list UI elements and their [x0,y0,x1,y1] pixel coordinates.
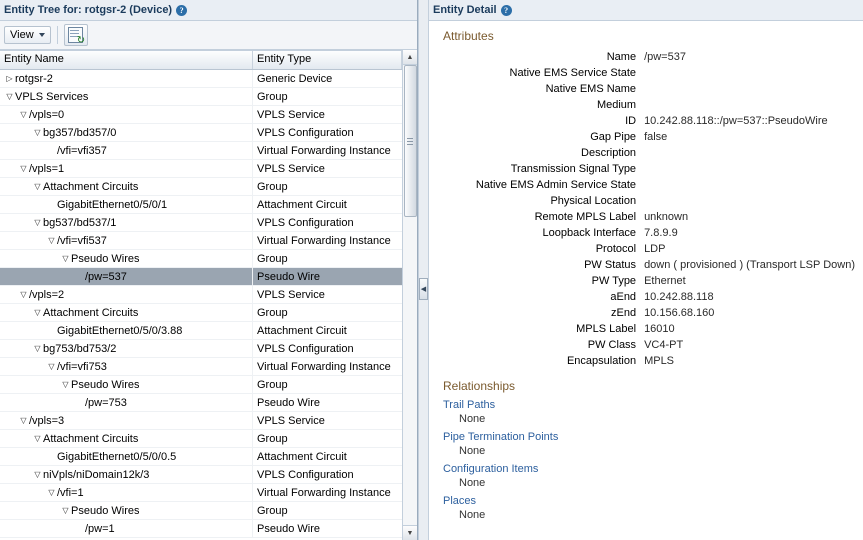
tree-row-name-cell [0,466,253,483]
tree-row-name-cell [0,358,253,375]
expand-collapse-icon-open[interactable]: ▽ [34,181,41,191]
tree-row[interactable] [0,448,402,466]
attribute-label: MPLS Label [576,323,637,335]
tree-row-type-cell: Group [257,253,288,265]
relationship-group [437,495,855,521]
expand-collapse-icon-open[interactable]: ▽ [34,127,41,137]
tree-row-type-cell: Pseudo Wire [257,271,320,283]
scrollbar-track[interactable] [403,65,417,525]
tree-row-type-cell: Virtual Forwarding Instance [257,145,391,157]
attribute-value: Ethernet [644,275,686,287]
tree-row[interactable] [0,250,402,268]
attribute-value: /pw=537 [644,51,686,63]
tree-row-label: GigabitEthernet0/5/0/0.5 [57,450,177,463]
tree-row-name-cell [0,304,253,321]
attribute-row [437,113,855,129]
expand-collapse-icon-open[interactable]: ▽ [34,433,41,443]
attribute-label: PW Type [591,275,637,287]
tree-row[interactable] [0,88,402,106]
attribute-row [437,209,855,225]
tree-row-name-cell [0,448,253,465]
expand-collapse-icon-open[interactable]: ▽ [62,505,69,515]
attribute-label: Protocol [595,243,637,255]
tree-row[interactable] [0,502,402,520]
entity-tree-header [0,0,417,21]
tree-row-type-cell: Virtual Forwarding Instance [257,235,391,247]
attribute-row [437,97,855,113]
attributes-section-title: Attributes [443,29,494,43]
tree-row[interactable] [0,520,402,538]
tree-row-name-cell [0,124,253,141]
attribute-row [437,273,855,289]
attribute-label: zEnd [610,307,637,319]
attribute-label: PW Class [587,339,637,351]
tree-row-label: bg357/bd357/0 [43,126,117,139]
relationship-group [437,399,855,425]
attribute-row [437,145,855,161]
attribute-value: false [644,131,668,143]
attribute-row [437,241,855,257]
column-header-entity-name[interactable]: Entity Name [0,51,253,69]
attribute-row [437,257,855,273]
tree-row-type-cell: Virtual Forwarding Instance [257,487,391,499]
attribute-row [437,65,855,81]
attribute-row [437,225,855,241]
expand-collapse-icon-open[interactable]: ▽ [62,253,69,263]
tree-row-label: Attachment Circuits [43,432,139,445]
relationship-group-title: Configuration Items [443,463,539,475]
tree-scroll-area [0,50,417,540]
tree-row[interactable] [0,376,402,394]
tree-row-name-cell [0,340,253,357]
tree-row-label: /vfi=vfi537 [57,234,107,247]
attribute-row [437,353,855,369]
attribute-value: 7.8.9.9 [644,227,678,239]
tree-row-name-cell [0,178,253,195]
relationship-group [437,463,855,489]
attribute-row [437,305,855,321]
splitter-collapse-handle[interactable]: ◀ [419,278,428,300]
expand-collapse-icon-open[interactable]: ▽ [48,487,55,497]
scroll-down-arrow-icon[interactable]: ▼ [403,525,417,540]
tree-row-type-cell: Group [257,307,288,319]
tree-row-label: /vpls=2 [29,288,65,301]
tree-row-label: /vfi=1 [57,486,84,499]
attribute-value [644,161,855,177]
tree-row-type-cell: Group [257,505,288,517]
attribute-value: 10.242.88.118 [644,291,714,303]
tree-row-label: /pw=753 [85,396,127,409]
tree-row-name-cell [0,196,253,213]
expand-collapse-icon-open[interactable]: ▽ [34,343,41,353]
attribute-value [644,177,855,193]
relationship-group-value: None [459,445,486,457]
scrollbar-thumb[interactable] [404,65,417,217]
expand-collapse-icon-open[interactable]: ▽ [20,109,27,119]
attribute-row [437,289,855,305]
tree-row[interactable] [0,286,402,304]
tree-row[interactable] [0,142,402,160]
tree-row-type-cell: Attachment Circuit [257,199,347,211]
expand-collapse-icon-open[interactable]: ▽ [62,379,69,389]
attribute-label: PW Status [584,259,637,271]
tree-row-type-cell: VPLS Configuration [257,127,354,139]
tree-row-label: VPLS Services [15,90,89,103]
tree-row[interactable] [0,70,402,88]
attribute-value [644,65,855,81]
tree-row-name-cell [0,160,253,177]
tree-row-name-cell [0,106,253,123]
expand-collapse-icon-open[interactable]: ▽ [34,469,41,479]
tree-row-label: /vfi=vfi357 [57,144,107,157]
attribute-row [437,337,855,353]
attribute-label: Native EMS Admin Service State [475,179,637,191]
tree-row-type-cell: Group [257,181,288,193]
scroll-up-arrow-icon[interactable]: ▲ [403,50,417,65]
tree-row[interactable] [0,358,402,376]
attribute-row [437,81,855,97]
panel-splitter[interactable] [418,0,429,540]
relationship-group-title: Trail Paths [443,399,496,411]
chevron-down-icon [39,33,45,37]
tree-row-type-cell: VPLS Configuration [257,217,354,229]
attribute-row [437,49,855,65]
attribute-row [437,321,855,337]
attribute-label: Gap Pipe [590,131,637,143]
tree-row-label: niVpls/niDomain12k/3 [43,468,150,481]
tree-row-label: /pw=1 [85,522,115,535]
tree-row[interactable] [0,178,402,196]
tree-row-label: GigabitEthernet0/5/0/1 [57,198,168,211]
tree-row[interactable] [0,106,402,124]
attribute-label: aEnd [610,291,637,303]
tree-row[interactable] [0,484,402,502]
entity-detail-header [429,0,863,21]
tree-row-label: /pw=537 [85,270,127,283]
attribute-label: ID [625,115,637,127]
tree-row-label: Attachment Circuits [43,306,139,319]
tree-row-type-cell: Generic Device [257,73,333,85]
expand-collapse-icon-open[interactable]: ▽ [20,415,27,425]
tree-row[interactable] [0,124,402,142]
expand-collapse-icon-open[interactable]: ▽ [6,91,13,101]
tree-row-name-cell [0,214,253,231]
tree-row[interactable] [0,322,402,340]
entity-tree-title: Entity Tree for: rotgsr-2 (Device) [4,4,173,16]
tree-row-label: Pseudo Wires [71,504,140,517]
tree-row[interactable] [0,340,402,358]
tree-row-type-cell: VPLS Configuration [257,343,354,355]
tree-row-label: /vpls=3 [29,414,65,427]
tree-row-name-cell [0,376,253,393]
tree-row[interactable] [0,412,402,430]
attribute-label: Medium [596,99,637,111]
entity-tree-table [0,50,402,540]
attribute-value [644,97,855,113]
attribute-row [437,193,855,209]
expand-collapse-icon-open[interactable]: ▽ [20,163,27,173]
attribute-label: Name [606,51,637,63]
tree-row-name-cell [0,142,253,159]
attribute-value: 16010 [644,323,675,335]
tree-row-name-cell [0,268,253,285]
attribute-value: LDP [644,243,666,255]
toolbar-divider [57,26,58,44]
attribute-value: down ( provisioned ) (Transport LSP Down) [644,259,855,271]
tree-row-type-cell: VPLS Service [257,289,325,301]
attribute-label: Loopback Interface [542,227,637,239]
tree-row-type-cell: VPLS Service [257,415,325,427]
refresh-tree-button[interactable] [64,24,88,46]
tree-row-type-cell: VPLS Configuration [257,469,354,481]
tree-row-type-cell: Group [257,91,288,103]
attribute-label: Remote MPLS Label [534,211,637,223]
relationships-group-list [437,399,855,521]
expand-collapse-icon-open[interactable]: ▽ [20,289,27,299]
tree-row-name-cell [0,394,253,411]
tree-row[interactable] [0,466,402,484]
relationships-section-title: Relationships [443,379,516,393]
tree-row[interactable] [0,268,402,286]
tree-row-name-cell [0,322,253,339]
tree-toolbar [0,21,417,50]
relationship-group [437,431,855,457]
expand-collapse-icon-open[interactable]: ▽ [48,361,55,371]
entity-detail-panel [429,0,863,540]
tree-row-name-cell [0,232,253,249]
tree-row-name-cell [0,88,253,105]
relationship-group-title: Pipe Termination Points [443,431,559,443]
tree-row-type-cell: Pseudo Wire [257,523,320,535]
expand-collapse-icon-open[interactable]: ▽ [34,217,41,227]
tree-row-label: bg753/bd753/2 [43,342,117,355]
tree-row-label: GigabitEthernet0/5/0/3.88 [57,324,183,337]
help-icon[interactable]: ? [501,5,512,16]
attributes-table [437,49,855,369]
column-header-entity-type[interactable]: Entity Type [253,51,402,69]
refresh-document-icon [68,27,83,43]
tree-row-type-cell: Attachment Circuit [257,325,347,337]
attribute-value: 10.242.88.118::/pw=537::PseudoWire [644,115,828,127]
attribute-value: VC4-PT [644,339,684,351]
help-icon[interactable]: ? [176,5,187,16]
attribute-label: Encapsulation [566,355,637,367]
expand-collapse-icon-open[interactable]: ▽ [34,307,41,317]
attribute-value [644,193,855,209]
tree-row-name-cell [0,286,253,303]
relationship-group-value: None [459,477,486,489]
attribute-label: Native EMS Service State [509,67,637,79]
tree-row-label: Attachment Circuits [43,180,139,193]
tree-row[interactable] [0,232,402,250]
relationship-group-title: Places [443,495,477,507]
tree-row-label: bg537/bd537/1 [43,216,117,229]
attribute-row [437,129,855,145]
tree-row-type-cell: Group [257,379,288,391]
tree-row[interactable] [0,160,402,178]
tree-row-name-cell [0,520,253,537]
relationship-group-value: None [459,509,486,521]
attribute-row [437,177,855,193]
expand-collapse-icon-closed[interactable]: ▷ [6,73,13,83]
tree-row-name-cell [0,430,253,447]
attribute-label: Description [581,147,637,159]
tree-row-type-cell: VPLS Service [257,109,325,121]
tree-row-label: /vpls=1 [29,162,65,175]
expand-collapse-icon-open[interactable]: ▽ [48,235,55,245]
tree-row[interactable] [0,214,402,232]
tree-row-type-cell: Attachment Circuit [257,451,347,463]
attribute-value: unknown [644,211,689,223]
entity-tree-panel [0,0,418,540]
tree-row-name-cell [0,250,253,267]
tree-row[interactable] [0,304,402,322]
attribute-label: Physical Location [550,195,637,207]
attribute-value [644,145,855,161]
relationship-group-value: None [459,413,486,425]
tree-row-type-cell: VPLS Service [257,163,325,175]
relationships-section [437,379,855,521]
attribute-value: MPLS [644,355,675,367]
tree-row-label: rotgsr-2 [15,72,53,85]
attribute-value: 10.156.68.160 [644,307,715,319]
tree-row-type-cell: Pseudo Wire [257,397,320,409]
tree-row-name-cell [0,412,253,429]
tree-vertical-scrollbar[interactable] [402,50,417,540]
tree-row[interactable] [0,394,402,412]
tree-row[interactable] [0,430,402,448]
tree-row-type-cell: Virtual Forwarding Instance [257,361,391,373]
tree-row[interactable] [0,196,402,214]
tree-row-type-cell: Group [257,433,288,445]
tree-column-headers [0,51,402,70]
tree-row-label: /vpls=0 [29,108,65,121]
view-menu-button[interactable] [4,26,51,44]
tree-row-list [0,70,402,540]
tree-row-name-cell [0,484,253,501]
attribute-row [437,161,855,177]
tree-row-name-cell [0,502,253,519]
attribute-label: Transmission Signal Type [510,163,637,175]
tree-row-label: Pseudo Wires [71,252,140,265]
tree-row-label: /vfi=vfi753 [57,360,107,373]
entity-detail-title: Entity Detail [433,4,497,16]
attribute-label: Native EMS Name [545,83,637,95]
tree-row-label: Pseudo Wires [71,378,140,391]
entity-detail-body [429,21,863,527]
tree-row-name-cell [0,70,253,87]
attribute-value [644,81,855,97]
view-menu-label: View [10,29,34,41]
